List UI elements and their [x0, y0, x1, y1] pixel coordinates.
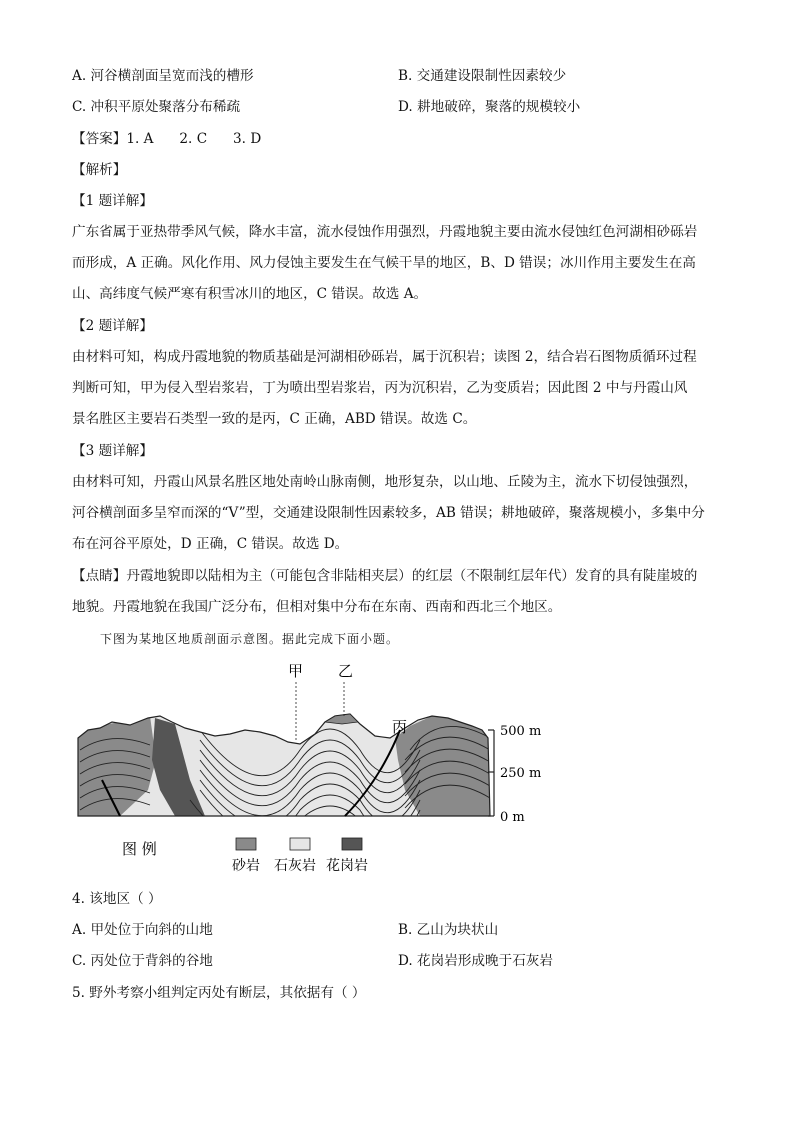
- detail1-title: 【1 题详解】: [72, 193, 153, 209]
- detail2-line-3: 景名胜区主要岩石类型一致的是丙，C 正确，ABD 错误。故选 C。: [72, 411, 477, 427]
- q4-option-a: A. 甲处位于向斜的山地: [72, 922, 213, 938]
- geological-cross-section: [60, 650, 560, 880]
- tip-line-1: [72, 566, 697, 586]
- tip-label: 【点睛】: [72, 568, 127, 584]
- detail1-line-3: 山、高纬度气候严寒有积雪冰川的地区，C 错误。故选 A。: [72, 286, 428, 302]
- q4-stem: 4. 该地区（ ）: [72, 891, 162, 907]
- label-jia: 甲: [288, 662, 304, 680]
- q4-option-b: B. 乙山为块状山: [398, 922, 499, 938]
- analysis-label: 【解析】: [72, 162, 127, 178]
- legend-swatch-limestone: [290, 838, 310, 850]
- scale-500: 500 m: [500, 724, 542, 739]
- label-bing: 丙: [392, 718, 408, 736]
- q3-option-c: C. 冲积平原处聚落分布稀疏: [72, 99, 241, 115]
- detail2-line-1: 由材料可知，构成丹霞地貌的物质基础是河湖相砂砾岩，属于沉积岩；读图 2，结合岩石图物质循环过程: [72, 349, 697, 365]
- label-yi: 乙: [338, 662, 354, 680]
- detail3-line-3: 布在河谷平原处，D 正确，C 错误。故选 D。: [72, 536, 349, 552]
- detail1-line-1: 广东省属于亚热带季风气候，降水丰富，流水侵蚀作用强烈，丹霞地貌主要由流水侵蚀红色河湖相砂砾岩: [72, 224, 698, 240]
- q3-option-a: A. 河谷横剖面呈宽而浅的槽形: [72, 68, 254, 84]
- detail2-line-2: 判断可知，甲为侵入型岩浆岩，丁为喷出型岩浆岩，丙为沉积岩，乙为变质岩；因此图 2 中与丹霞山风: [72, 380, 688, 396]
- detail1-line-2: 而形成，A 正确。风化作用、风力侵蚀主要发生在气候干旱的地区，B、D 错误；冰川作用主要发生在高: [72, 255, 696, 271]
- q3-option-d: D. 耕地破碎，聚落的规模较小: [398, 99, 581, 115]
- legend-swatch-granite: [342, 838, 362, 850]
- q4-option-d: D. 花岗岩形成晚于石灰岩: [398, 953, 553, 969]
- q4-option-c: C. 丙处位于背斜的谷地: [72, 953, 213, 969]
- legend-label-granite: 花岗岩: [326, 858, 368, 874]
- legend-label-sandstone: 砂岩: [232, 858, 260, 874]
- yi-peak-cap: [325, 714, 358, 724]
- detail3-line-1: 由材料可知，丹霞山风景名胜区地处南岭山脉南侧，地形复杂，以山地、丘陵为主，流水下切侵蚀强烈，: [72, 474, 698, 490]
- answer-label: 【答案】: [72, 131, 127, 147]
- scale-250: 250 m: [500, 766, 542, 781]
- legend-swatch-sandstone: [236, 838, 256, 850]
- tip-text-1: 丹霞地貌即以陆相为主（可能包含非陆相夹层）的红层（不限制红层年代）发育的具有陡崖坡的: [126, 568, 698, 584]
- figure-caption: 下图为某地区地质剖面示意图。据此完成下面小题。: [100, 632, 400, 646]
- answer-line: [72, 129, 261, 149]
- tip-line-2: 地貌。丹霞地貌在我国广泛分布，但相对集中分布在东南、西南和西北三个地区。: [72, 599, 562, 615]
- legend-title: 图 例: [122, 840, 157, 858]
- detail2-title: 【2 题详解】: [72, 318, 153, 334]
- detail3-title: 【3 题详解】: [72, 443, 153, 459]
- q5-stem: 5. 野外考察小组判定丙处有断层，其依据有（ ）: [72, 985, 366, 1001]
- legend-label-limestone: 石灰岩: [274, 858, 316, 874]
- answer-text: 1. A 2. C 3. D: [126, 131, 262, 147]
- q3-option-b: B. 交通建设限制性因素较少: [398, 68, 567, 84]
- scale-0: 0 m: [500, 810, 525, 825]
- detail3-line-2: 河谷横剖面多呈窄而深的“V”型，交通建设限制性因素较多，AB 错误；耕地破碎，聚落规模小，多集中分: [72, 505, 705, 521]
